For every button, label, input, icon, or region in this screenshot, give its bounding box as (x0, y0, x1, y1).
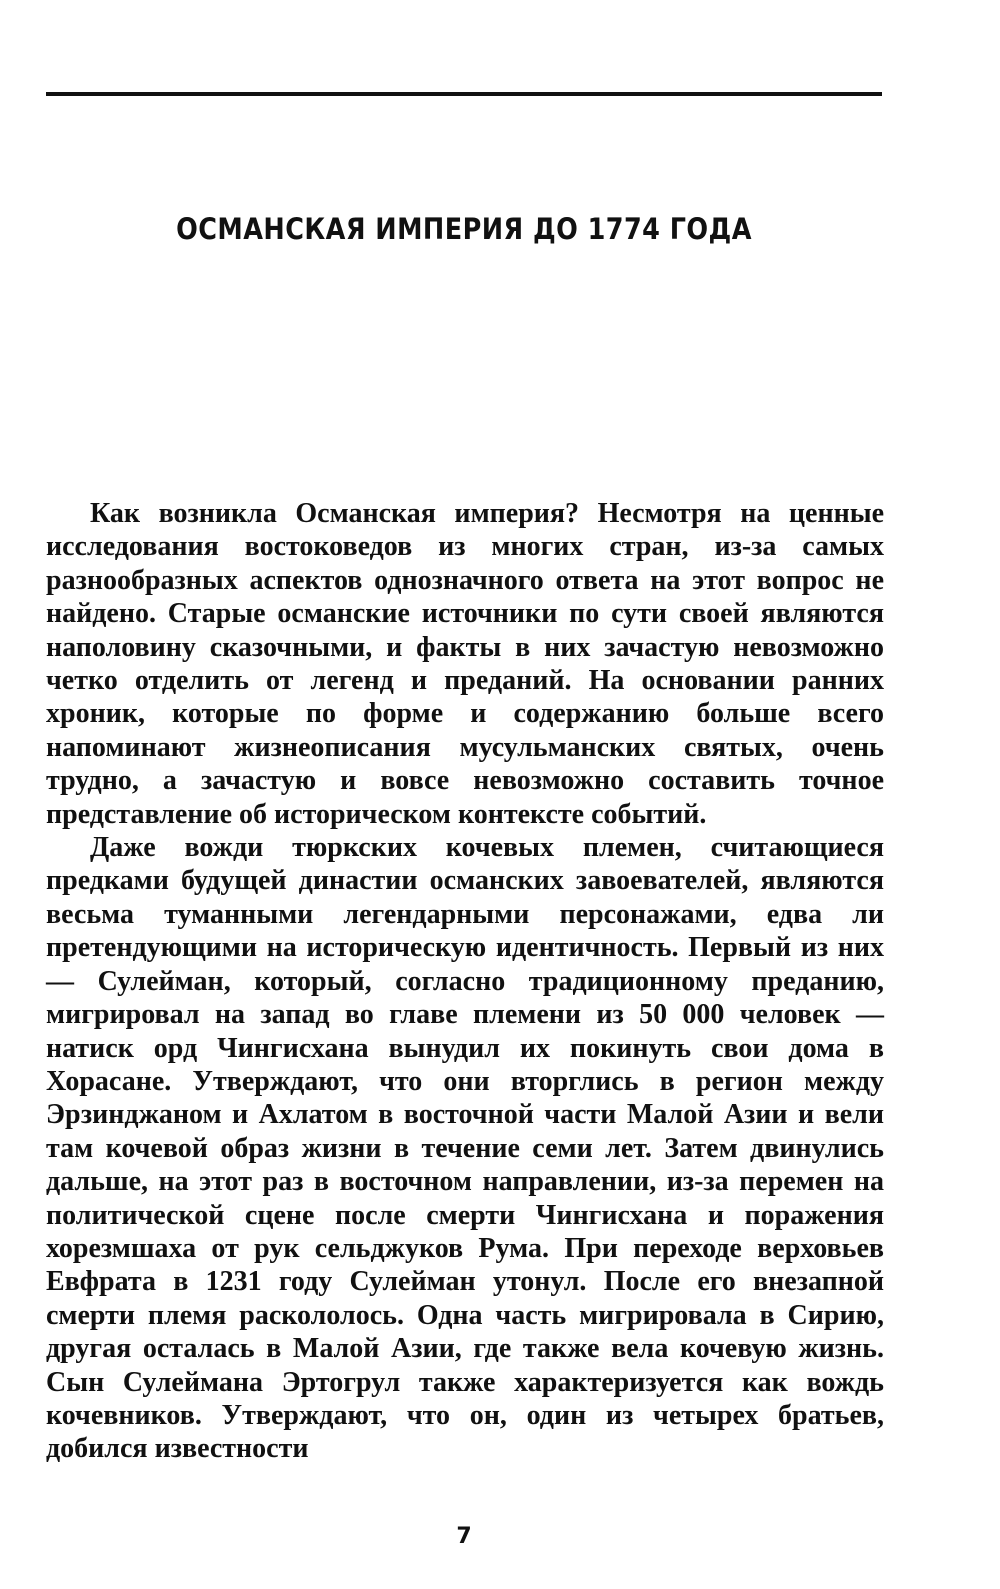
page-number: 7 (456, 1524, 472, 1549)
top-rule (46, 92, 882, 96)
paragraph-2: Даже вожди тюркских кочевых племен, считающиеся предками будущей династии османских завоевателей, являются весьма туманными легендарными персонажами, едва ли претендующими на историческую идентичность. Первый из них — Сулейман, который, согласно традиционному преданию, мигрировал на запад во главе племени из 50 000 человек — натиск орд Чингисхана вынудил их покинуть свои дома в Хорасане. Утверждают, что они вторглись в регион между Эрзинджаном и Ахлатом в восточной части Малой Азии и вели там кочевой образ жизни в течение семи лет. Затем двинулись дальше, на этот раз в восточном направлении, из-за перемен на политической сцене после смерти Чингисхана и поражения хорезмшаха от рук сельджуков Рума. При переходе верховьев Евфрата в 1231 году Сулейман утонул. После его внезапной смерти племя раскололось. Одна часть мигрировала в Сирию, другая осталась в Малой Азии, где также вела кочевую жизнь. Сын Сулеймана Эртогрул также характеризуется как вождь кочевников. Утверждают, что он, один из четырех братьев, добился известности (46, 832, 884, 1465)
chapter-title: ОСМАНСКАЯ ИМПЕРИЯ ДО 1774 ГОДА (176, 212, 752, 246)
body-text (46, 497, 884, 1466)
paragraph-1: Как возникла Османская империя? Несмотря на ценные исследования востоковедов из многих стран, из-за самых разнообразных аспектов однозначного ответа на этот вопрос не найдено. Старые османские источники по сути своей являются наполовину сказочными, и факты в них зачастую невозможно четко отделить от легенд и преданий. На основании ранних хроник, которые по форме и содержанию больше всего напоминают жизнеописания мусульманских святых, очень трудно, а зачастую и вовсе невозможно составить точное представление об историческом контексте событий. (46, 498, 884, 830)
